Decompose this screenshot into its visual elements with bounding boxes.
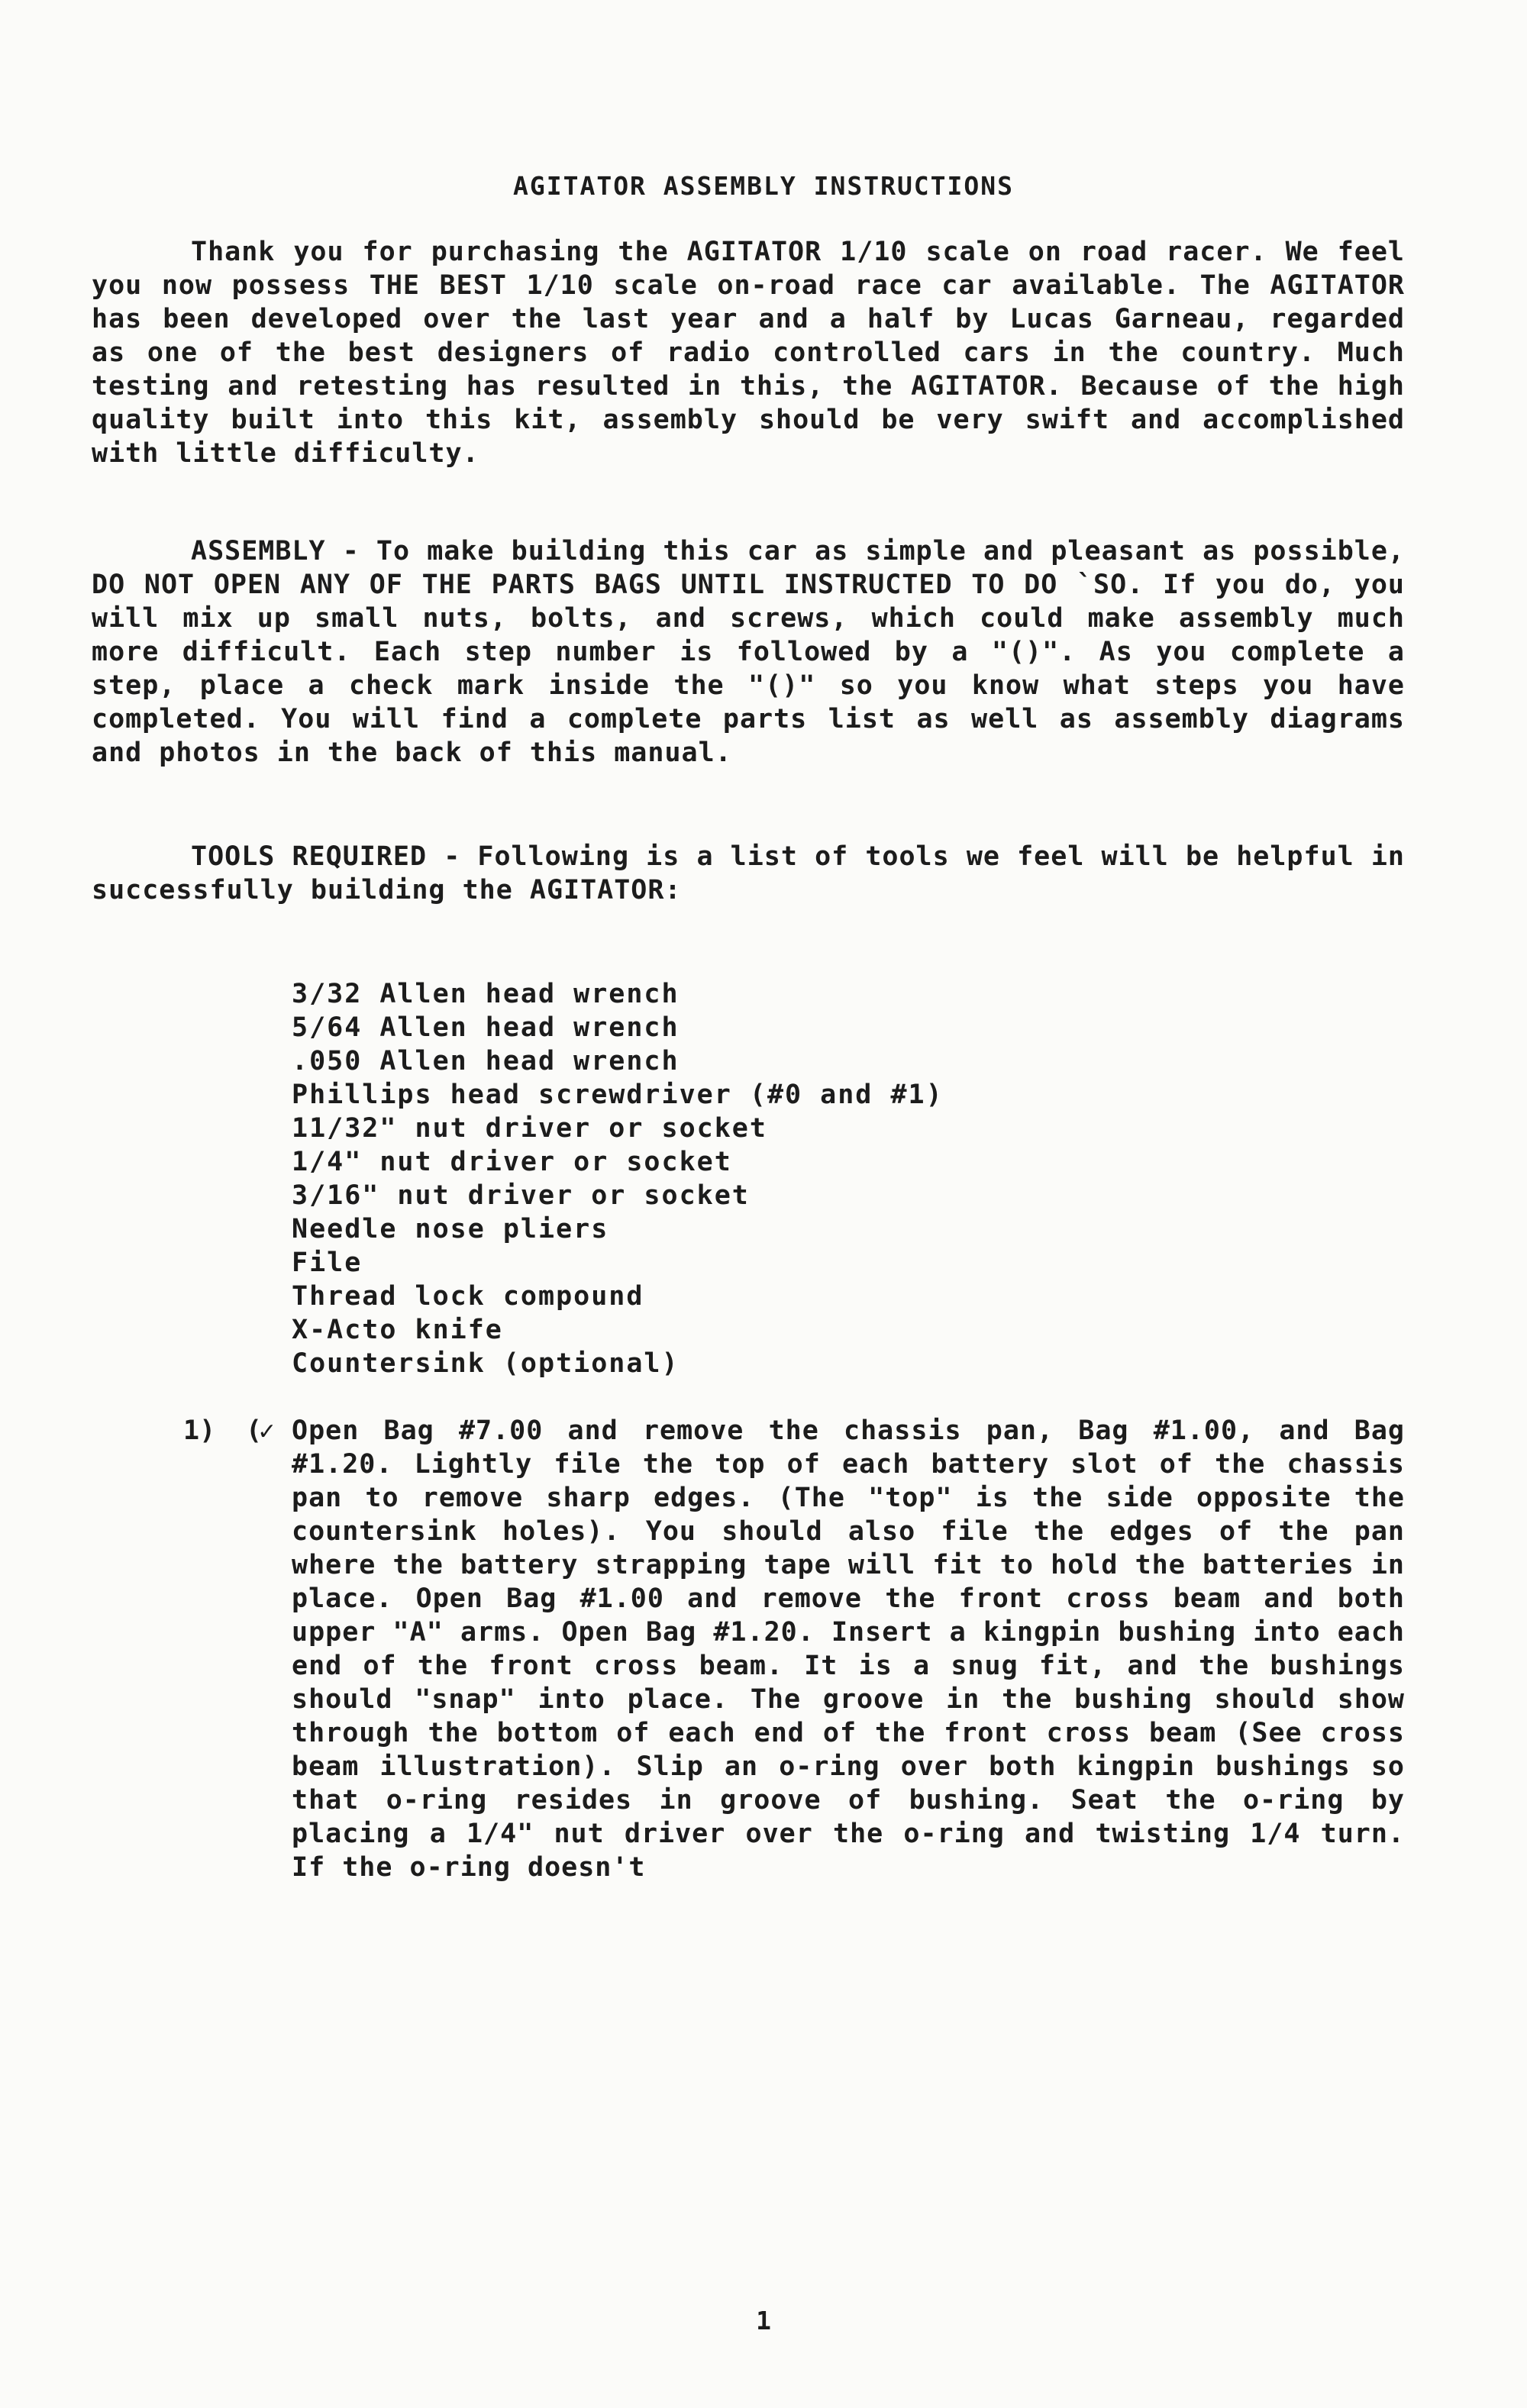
tool-item: Thread lock compound: [292, 1281, 644, 1312]
step-number: 1): [183, 1415, 216, 1446]
tools-text: TOOLS REQUIRED - Following is a list of tools we feel will be helpful in successfully building the AGITATOR:: [92, 841, 1405, 905]
tool-item: 5/64 Allen head wrench: [292, 1012, 680, 1043]
tool-item: Phillips head screwdriver (#0 and #1): [292, 1080, 944, 1110]
tool-item: File: [292, 1248, 363, 1278]
intro-text: Thank you for purchasing the AGITATOR 1/10 scale on road racer. We feel you now possess THE BEST 1/10 scale on-road race car available. The AGITATOR has been developed over the last year and a half by Lucas Garneau, regarded as one of the best designers of radio controlled cars in the country. Much testing and retesting has resulted in this, the AGITATOR. Because of the high quality built into this kit, assembly should be very swift and accomplished with little difficulty.: [92, 237, 1405, 469]
check-mark-icon: ✓: [257, 1419, 277, 1445]
assembly-paragraph: [92, 534, 1405, 770]
tool-item: X-Acto knife: [292, 1315, 503, 1345]
step-text: Open Bag #7.00 and remove the chassis pan, Bag #1.00, and Bag #1.20. Lightly file the top of each battery slot of the chassis pan to remove sharp edges. (The "top" is the side opposite the countersink holes). You should also file the edges of the pan where the battery strapping tape will fit to hold the batteries in place. Open Bag #1.00 and remove the front cross beam and both upper "A" arms. Open Bag #1.20. Insert a kingpin bushing into each end of the front cross beam. It is a snug fit, and the bushings should "snap" into place. The groove in the bushing should show through the bottom of each end of the front cross beam (See cross beam illustration). Slip an o-ring over both kingpin bushings so that o-ring resides in groove of bushing. Seat the o-ring by placing a 1/4" nut driver over the o-ring and twisting 1/4 turn. If the o-ring doesn't: [292, 1415, 1405, 1883]
tool-item: Needle nose pliers: [292, 1214, 609, 1244]
tool-item: 11/32" nut driver or socket: [292, 1113, 767, 1144]
tool-item: 1/4" nut driver or socket: [292, 1147, 732, 1177]
tools-paragraph: [92, 840, 1405, 907]
tool-item: .050 Allen head wrench: [292, 1046, 680, 1076]
page-title: AGITATOR ASSEMBLY INSTRUCTIONS: [512, 171, 1015, 201]
assembly-text: ASSEMBLY - To make building this car as simple and pleasant as possible, DO NOT OPEN ANY OF THE PARTS BAGS UNTIL INSTRUCTED TO DO `SO. If you do, you will mix up small nuts, bolts, and screws, which could make assembly much more difficult. Each step number is followed by a "()". As you complete a step, place a check mark inside the "()" so you know what steps you have completed. You will find a complete parts list as well as assembly diagrams and photos in the back of this manual.: [92, 536, 1405, 768]
step-checkbox: [246, 1414, 281, 1449]
tool-item: Countersink (optional): [292, 1348, 680, 1379]
tools-list: [292, 977, 944, 1380]
intro-paragraph: [92, 235, 1405, 470]
tool-item: 3/32 Allen head wrench: [292, 979, 680, 1009]
tool-item: 3/16" nut driver or socket: [292, 1180, 750, 1211]
page-number: 1: [756, 2306, 771, 2335]
step-open-paren: (: [246, 1415, 263, 1446]
